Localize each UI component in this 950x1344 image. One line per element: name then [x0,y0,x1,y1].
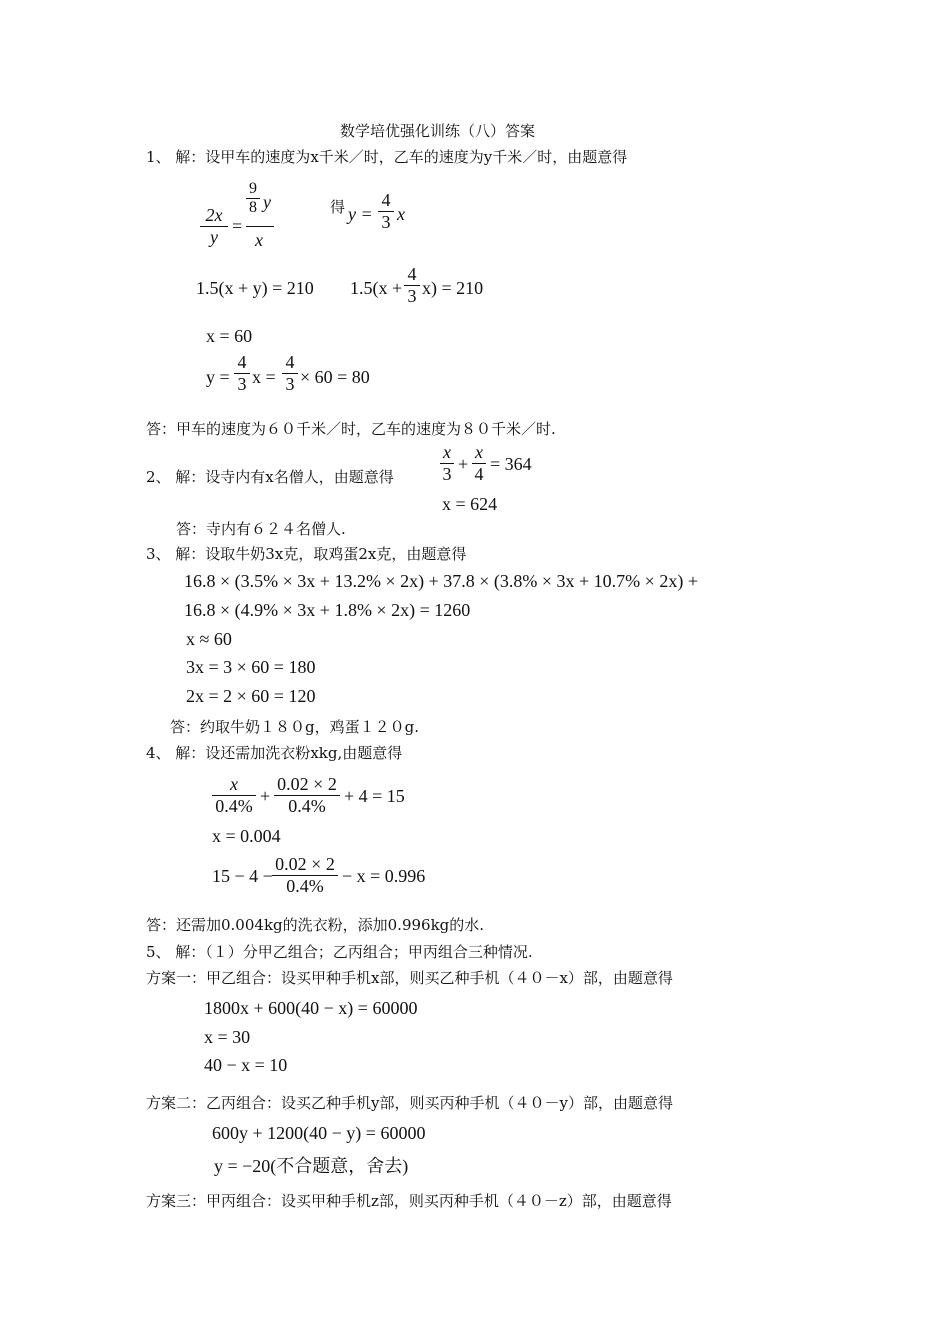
q4-f3-den: 0.4% [286,876,324,896]
q4-f2-num: 0.02 × 2 [277,774,337,794]
q1-rhs-bar [246,226,274,227]
q1-eq2b-den: 3 [407,286,417,306]
q1-y-num2: 4 [285,352,295,372]
q4-f1-num: x [230,774,238,794]
q4-frac2 [274,774,340,817]
q3-intro: 3、 解：设取牛奶3x克，取鸡蛋2x克，由题意得 [146,545,467,563]
q1-y-sol-pre: y = [206,367,230,387]
q2-n2: x [475,442,483,462]
q4-f1-den: 0.4% [215,796,253,816]
q1-frac-rhs-inner [246,180,260,217]
q1-rhs-den: x [255,230,263,250]
q1-result-var: x [397,204,405,224]
q1-eq2b-pre: 1.5(x + [350,278,403,298]
q5-p2-eq1: 600y + 1200(40 − y) = 60000 [212,1123,426,1143]
q5-intro: 5、 解：（１）分甲乙组合；乙丙组合；甲丙组合三种情况. [146,943,533,961]
q1-eq-sign: = [232,216,243,236]
q4-plus: + [260,786,271,806]
q1-result-frac [378,190,394,233]
q5-p1-eq1: 1800x + 600(40 − x) = 60000 [204,998,418,1018]
q1-frac-lhs [200,205,228,248]
q2-frac1 [440,442,454,485]
q4-f3-num: 0.02 × 2 [275,854,335,874]
q1-y-sol-post: × 60 = 80 [300,367,370,387]
q1-result-num: 4 [381,190,391,210]
q1-rhs-var: y [263,192,271,212]
q4-frac3 [272,854,338,897]
q2-frac2 [472,442,486,485]
q2-rhs: = 364 [490,454,532,474]
q4-answer: 答：还需加0.004kg的洗衣粉，添加0.996kg的水. [146,916,485,934]
q3-eq4: 3x = 3 × 60 = 180 [186,657,316,677]
q5-plan1: 方案一：甲乙组合：设买甲种手机x部，则买乙种手机（４０－x）部，由题意得 [146,969,673,987]
q2-x-sol: x = 624 [442,494,498,514]
q1-y-den2: 3 [285,374,295,394]
q4-x-sol: x = 0.004 [212,826,281,846]
q5-p2-eq2: y = −20(不合题意，舍去) [214,1156,409,1176]
q4-e3-pre: 15 − 4 − [212,866,273,886]
q4-intro: 4、 解：设还需加洗衣粉xkg,由题意得 [146,744,403,762]
q1-y-frac1 [234,352,250,395]
q1-eq2a: 1.5(x + y) = 210 [196,278,314,298]
q1-frac-rhs [246,180,276,252]
q1-result-lhs: y = [348,204,373,224]
q1-inner-num: 9 [249,180,257,197]
q5-p1-eq3: 40 − x = 10 [204,1055,288,1075]
q1-eq2b-post: x) = 210 [422,278,484,298]
q4-tail: + 4 = 15 [344,786,405,806]
q1-de: 得 [330,198,346,216]
q1-eq2b-num: 4 [407,264,417,284]
q1-intro: 1、 解：设甲车的速度为x千米／时，乙车的速度为y千米／时，由题意得 [146,148,628,166]
q3-eq1: 16.8 × (3.5% × 3x + 13.2% × 2x) + 37.8 × (3.8% × 3x + 10.7% × 2x) + [184,571,698,591]
q1-y-frac2 [282,352,298,395]
q1-answer: 答：甲车的速度为６０千米／时，乙车的速度为８０千米／时. [146,420,556,438]
q2-intro: 2、 解：设寺内有x名僧人，由题意得 [146,468,394,486]
q2-n1: x [443,442,451,462]
q2-d1: 3 [442,464,452,484]
q5-plan2: 方案二：乙丙组合：设买乙种手机y部，则买丙种手机（４０－y）部，由题意得 [146,1094,673,1112]
q1-eq2b-frac [404,264,420,307]
q4-e3-post: − x = 0.996 [342,866,426,886]
q1-inner-den: 8 [249,199,257,216]
q1-frac-lhs-den: y [210,227,218,247]
q2-plus: + [458,454,469,474]
q3-eq5: 2x = 2 × 60 = 120 [186,686,316,706]
q1-frac-lhs-num: 2x [205,205,223,225]
page-title: 数学培优强化训练（八）答案 [340,122,536,140]
q5-p1-eq2: x = 30 [204,1027,251,1047]
q1-y-num1: 4 [237,352,247,372]
q3-eq2: 16.8 × (4.9% × 3x + 1.8% × 2x) = 1260 [184,600,471,620]
q3-answer: 答：约取牛奶１８０g，鸡蛋１２０g. [170,718,419,736]
q5-plan3: 方案三：甲丙组合：设买甲种手机z部，则买丙种手机（４０－z）部，由题意得 [146,1192,672,1210]
q1-y-sol-mid: x = [252,367,276,387]
q2-d2: 4 [474,464,484,484]
q3-eq3: x ≈ 60 [186,629,232,649]
q1-y-den1: 3 [237,374,247,394]
q4-f2-den: 0.4% [288,796,326,816]
q1-x-sol: x = 60 [206,326,253,346]
q4-frac1 [212,774,256,817]
q2-answer: 答：寺内有６２４名僧人. [176,520,346,538]
q1-result-den: 3 [381,212,391,232]
